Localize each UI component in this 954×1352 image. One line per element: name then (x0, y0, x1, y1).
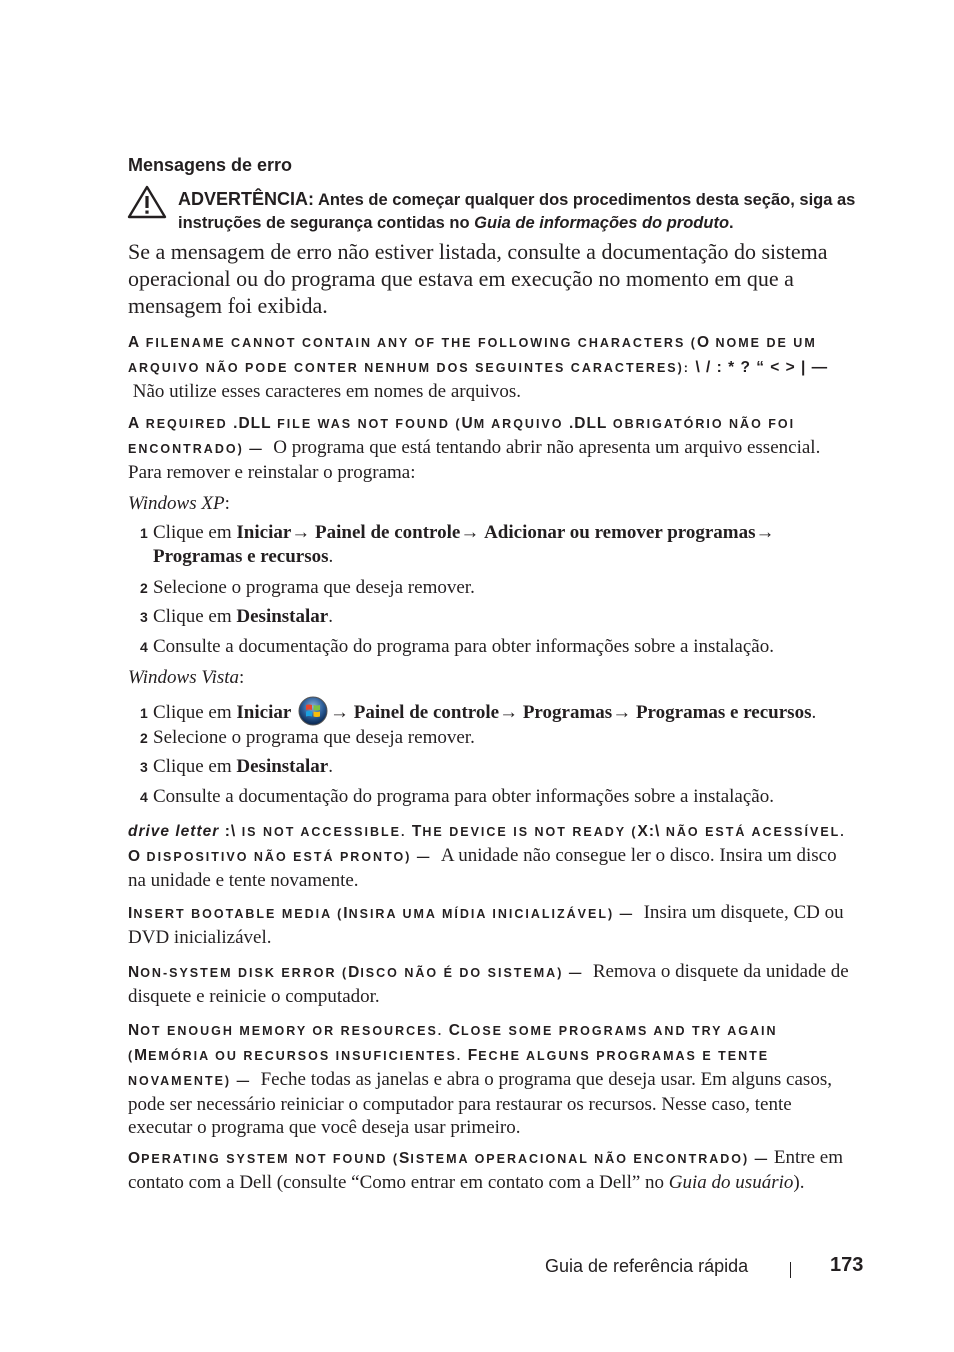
error-message-drive (128, 819, 858, 893)
error-title: OPERATING SYSTEM NOT FOUND (SISTEMA OPERACIONAL NÃO ENCONTRADO) — (128, 1150, 770, 1167)
error-description: Remova o disquete da unidade de disquete e reinicie o computador. (128, 961, 849, 1007)
warning-body: Antes de começar qualquer dos procedimentos desta seção, siga as instruções de segurança contidas no (178, 191, 856, 232)
error-message-filename (128, 330, 858, 404)
intro-paragraph: Se a mensagem de erro não estiver listada, consulte a documentação do sistema operacional ou do programa que estava em execução no momento em que a mensagem foi exibida. (128, 239, 828, 318)
xp-step-4: 4 Consulte a documentação do programa para obter informações sobre a instalação. (140, 636, 774, 657)
user-guide-title: Guia do usuário (668, 1172, 794, 1193)
warning-label: ADVERTÊNCIA: (178, 189, 315, 209)
error-title: NON-SYSTEM DISK ERROR (DISCO NÃO É DO SISTEMA) — (128, 964, 584, 981)
vista-step-1: 1 Clique em Iniciar → Painel de controle→ Programas→ Programas e recursos. (140, 696, 860, 726)
vista-step-3: 3 Clique em Desinstalar. (140, 756, 333, 777)
error-description: Não utilize esses caracteres em nomes de arquivos. (132, 381, 522, 402)
xp-step-2: 2 Selecione o programa que deseja remover. (140, 577, 475, 598)
warning-guide-title: Guia de informações do produto (474, 214, 730, 232)
error-message-bootable (128, 901, 858, 950)
warning-end: . (729, 214, 734, 232)
warning-note (178, 188, 868, 235)
xp-step-3: 3 Clique em Desinstalar. (140, 606, 333, 627)
xp-step-1: 1 Clique em Iniciar→ Painel de controle→ Adicionar ou remover programas→ Programas e recursos. (140, 522, 775, 567)
error-title: drive letter :\ IS NOT ACCESSIBLE. THE DEVICE IS NOT READY (X:\ NÃO ESTÁ ACESSÍVEL. O DISPOSITIVO NÃO ESTÁ PRONTO) — (128, 823, 846, 865)
footer-divider (790, 1262, 791, 1278)
error-description: O programa que está tentando abrir não apresenta um arquivo essencial. Para remover e reinstalar o programa: (128, 437, 821, 483)
error-message-dll (128, 411, 858, 485)
error-message-nonsystem (128, 960, 858, 1009)
error-title: A REQUIRED .DLL FILE WAS NOT FOUND (UM ARQUIVO .DLL OBRIGATÓRIO NÃO FOI ENCONTRADO) — (128, 415, 796, 456)
error-message-memory (128, 1018, 858, 1139)
os-label-xp: Windows XP: (128, 493, 230, 514)
error-title: NOT ENOUGH MEMORY OR RESOURCES. CLOSE SOME PROGRAMS AND TRY AGAIN (MEMÓRIA OU RECURSOS INSUFICIENTES. FECHE ALGUNS PROGRAMAS E TENTE NOVAMENTE) — (128, 1022, 778, 1088)
vista-step-4: 4 Consulte a documentação do programa para obter informações sobre a instalação. (140, 786, 774, 807)
page-number: 173 (830, 1254, 864, 1276)
vista-step-2: 2 Selecione o programa que deseja remover. (140, 727, 475, 748)
windows-start-icon (298, 696, 328, 726)
error-description: A unidade não consegue ler o disco. Insira um disco na unidade e tente novamente. (128, 845, 837, 891)
os-label-vista: Windows Vista: (128, 667, 245, 688)
error-title: A FILENAME CANNOT CONTAIN ANY OF THE FOLLOWING CHARACTERS (O NOME DE UM ARQUIVO NÃO PODE CONTER NENHUM DOS SEGUINTES CARACTERES): \ / : * ? “ < > | — (128, 334, 829, 376)
error-description: Entre em contato com a Dell (consulte “Como entrar em contato com a Dell” no (128, 1147, 844, 1193)
error-message-os-not-found: OPERATING SYSTEM NOT FOUND (SISTEMA OPERACIONAL NÃO ENCONTRADO) — Entre em contato com a Dell (consulte “Como entrar em contato com a Dell” no Guia do usuário). (128, 1147, 844, 1193)
error-description: Feche todas as janelas e abra o programa que deseja usar. Em alguns casos, pode ser necessário reiniciar o computador para restaurar os recursos. Nesse caso, tente executar o programa que você deseja usar primeiro. (128, 1069, 832, 1138)
error-title: INSERT BOOTABLE MEDIA (INSIRA UMA MÍDIA INICIALIZÁVEL) — (128, 905, 635, 922)
section-heading: Mensagens de erro (128, 155, 293, 175)
footer-title: Guia de referência rápida (545, 1256, 749, 1276)
warning-icon (127, 185, 167, 219)
error-description: Insira um disquete, CD ou DVD inicializável. (128, 902, 844, 948)
